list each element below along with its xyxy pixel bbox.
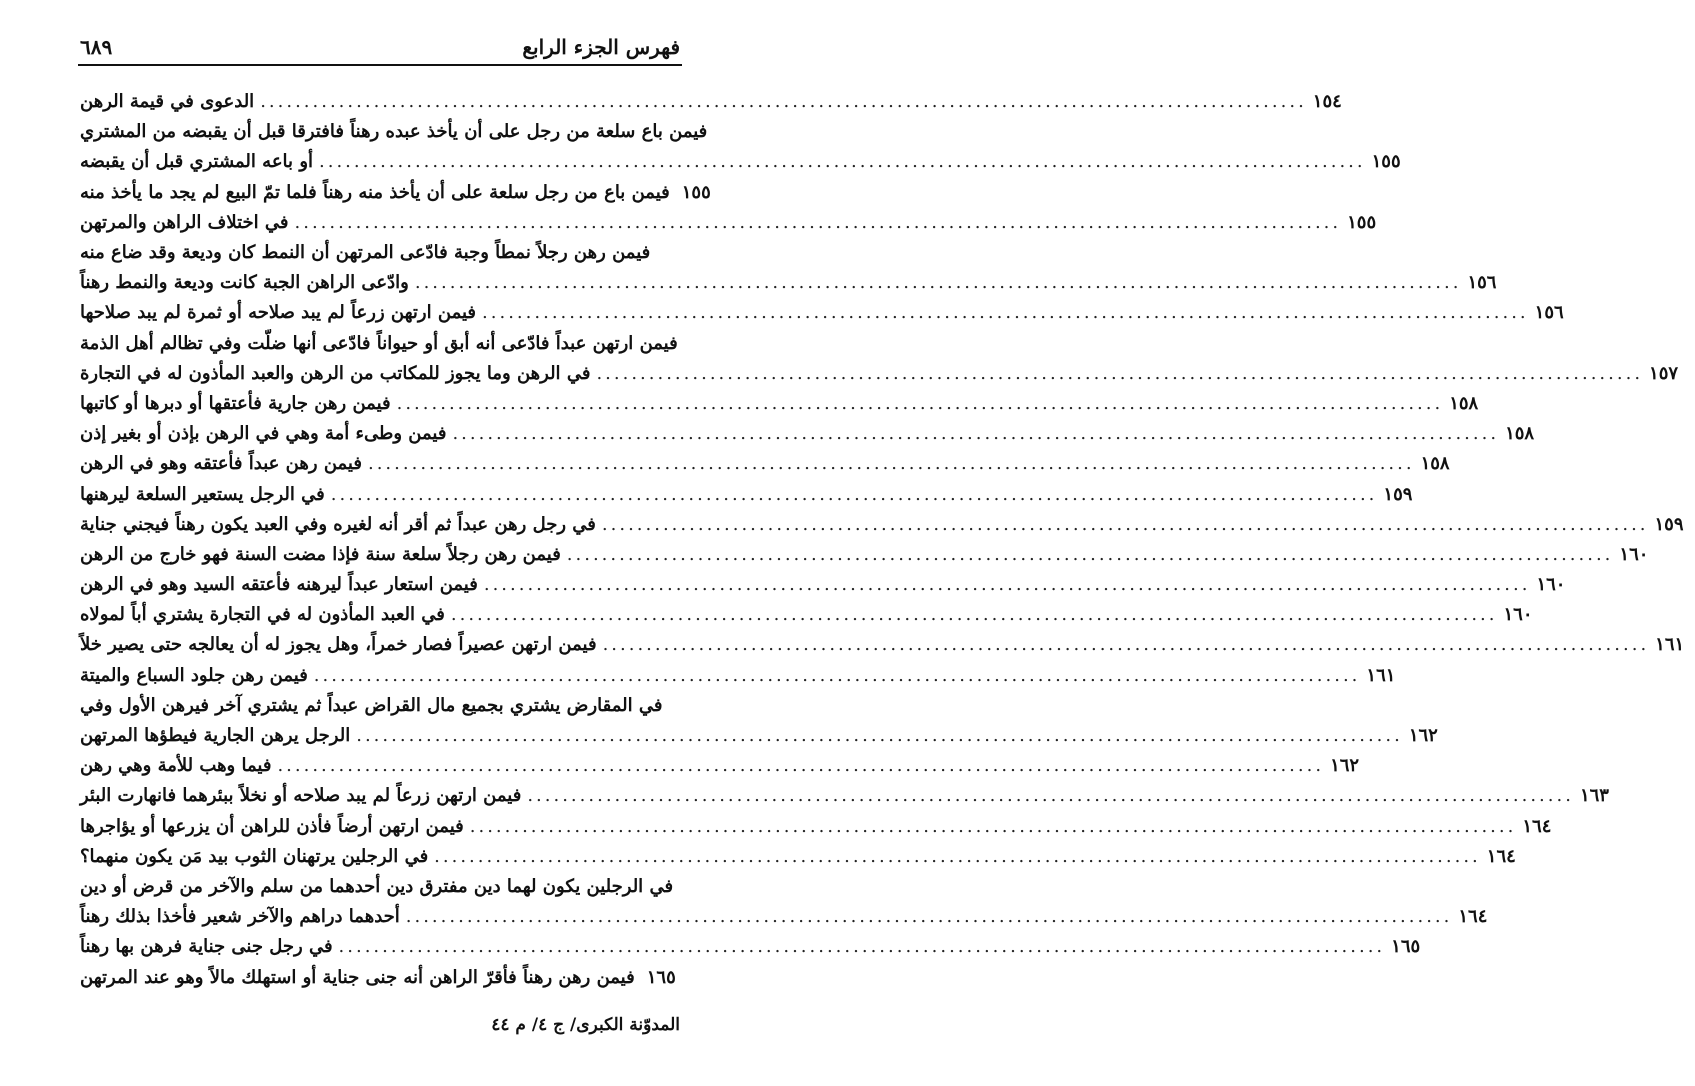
toc-entry-text: فيمن رهن رجلاً سلعة سنة فإذا مضت السنة فهو خارج من الرهن (80, 543, 561, 565)
header-rule (78, 64, 682, 66)
toc-entry-text: فيمن ارتهن عصيراً فصار خمراً، وهل يجوز له أن يعالجه حتى يصير خلاً (80, 634, 597, 656)
toc-entry-text: فيمن استعار عبداً ليرهنه فأعتقه السيد وهو في الرهن (80, 574, 478, 596)
toc-entry-text: في العبد المأذون له في التجارة يشتري أباً لمولاه (80, 604, 445, 626)
toc-leader-dots: ........................................................................................................................ (434, 845, 1481, 867)
toc-list (80, 87, 1685, 993)
toc-leader-dots: ........................................................................................................................ (367, 453, 1415, 475)
toc-entry (80, 359, 1679, 389)
toc-leader-dots: ........................................................................................................................ (602, 634, 1650, 656)
toc-entry-text: فيمن باع سلعة من رجل على أن يأخذ عبده رهناً فافترقا قبل أن يقبضه من المشتري (80, 121, 708, 143)
toc-entry (80, 721, 1438, 751)
toc-entry (80, 389, 1479, 419)
toc-entry-page: ١٦١ (1655, 634, 1685, 656)
toc-leader-dots: ........................................................................................................................ (294, 211, 1342, 233)
toc-entry-page: ١٥٥ (1371, 151, 1401, 173)
toc-entry-page: ١٥٨ (1449, 392, 1479, 414)
toc-entry (80, 932, 1421, 962)
toc-entry-text: في الرجل يستعير السلعة ليرهنها (80, 483, 325, 505)
page-header (80, 30, 680, 64)
toc-leader-dots: ........................................................................................................................ (450, 604, 1498, 626)
toc-entry-page: ١٥٥ (681, 181, 711, 203)
toc-leader-dots: ........................................................................................................................ (356, 725, 1403, 747)
toc-entry-text: في اختلاف الراهن والمرتهن (80, 211, 289, 233)
toc-entry-text: فيمن رهن رهناً فأقرّ الراهن أنه جنى جناية أو استهلك مالاً وهو عند المرتهن (80, 966, 635, 988)
toc-entry (80, 600, 1533, 630)
toc-entry (80, 87, 1342, 117)
toc-leader-dots: ........................................................................................................................ (566, 543, 1614, 565)
toc-entry (80, 238, 680, 268)
page-title: فهرس الجزء الرابع (522, 35, 680, 59)
toc-entry-page: ١٥٦ (1467, 272, 1497, 294)
toc-entry-text: فيمن وطىء أمة وهي في الرهن بإذن أو بغير إذن (80, 423, 447, 445)
toc-leader-dots: ........................................................................................................................ (596, 362, 1644, 384)
toc-entry-page: ١٦٤ (1458, 906, 1488, 928)
toc-entry-page: ١٥٥ (1347, 211, 1377, 233)
page-footer: المدوّنة الكبرى/ ج ٤/ م ٤٤ (491, 1015, 680, 1035)
toc-entry (80, 329, 680, 359)
toc-entry-page: ١٦٠ (1619, 543, 1649, 565)
toc-entry-text: فيمن ارتهن عبداً فادّعى أنه أبق أو حيواناً فادّعى أنها ضلّت وفي تظالم أهل الذمة (80, 332, 678, 354)
toc-leader-dots: ........................................................................................................................ (601, 513, 1649, 535)
toc-entry-page: ١٥٧ (1649, 362, 1679, 384)
toc-leader-dots: ........................................................................................................................ (405, 906, 1453, 928)
toc-entry-page: ١٦٠ (1536, 574, 1566, 596)
toc-entry-text: فيمن رهن جلود السباع والميتة (80, 664, 308, 686)
toc-entry (80, 479, 1413, 509)
toc-entry-text: الرجل يرهن الجارية فيطؤها المرتهن (80, 725, 351, 747)
toc-entry-page: ١٦٠ (1503, 604, 1533, 626)
toc-entry (80, 630, 1685, 660)
toc-entry-text: في المقارض يشتري بجميع مال القراض عبداً ثم يشتري آخر فيرهن الأول وفي (80, 694, 663, 716)
toc-entry (80, 540, 1649, 570)
toc-entry-page: ١٥٨ (1505, 423, 1535, 445)
toc-entry-page: ١٦٤ (1522, 815, 1552, 837)
toc-entry (80, 962, 680, 992)
toc-leader-dots: ........................................................................................................................ (319, 151, 1366, 173)
toc-entry (80, 842, 1516, 872)
toc-entry-page: ١٥٩ (1654, 513, 1684, 535)
toc-entry (80, 178, 711, 208)
toc-entry-page: ١٥٦ (1534, 302, 1564, 324)
toc-entry-text: الدعوى في قيمة الرهن (80, 91, 255, 113)
toc-entry-page: ١٦٢ (1330, 755, 1360, 777)
toc-entry-text: أحدهما دراهم والآخر شعير فأخذا بذلك رهناً (80, 906, 400, 928)
toc-entry-page: ١٦٣ (1579, 785, 1609, 807)
toc-entry-text: وادّعى الراهن الجبة كانت وديعة والنمط رهناً (80, 272, 409, 294)
toc-entry-text: فيمن ارتهن زرعاً لم يبد صلاحه أو ثمرة لم يبد صلاحها (80, 302, 477, 324)
toc-entry (80, 419, 1535, 449)
toc-entry-text: في الرهن وما يجوز للمكاتب من الرهن والعبد المأذون له في التجارة (80, 362, 591, 384)
toc-entry (80, 812, 1552, 842)
toc-leader-dots: ........................................................................................................................ (396, 392, 1444, 414)
toc-leader-dots: ........................................................................................................................ (338, 936, 1386, 958)
toc-entry-page: ١٥٤ (1312, 91, 1342, 113)
toc-entry (80, 268, 1497, 298)
toc-entry-text: فيمن رهن رجلاً نمطاً وجبة فادّعى المرتهن أن النمط كان وديعة وقد ضاع منه (80, 242, 651, 264)
toc-entry-text: أو باعه المشتري قبل أن يقبضه (80, 151, 314, 173)
toc-entry (80, 147, 1401, 177)
toc-entry-page: ١٥٨ (1420, 453, 1450, 475)
toc-entry (80, 902, 1488, 932)
toc-entry (80, 208, 1377, 238)
toc-entry (80, 872, 680, 902)
toc-entry-text: في الرجلين يرتهنان الثوب بيد مَن يكون منهما؟ (80, 845, 429, 867)
toc-entry (80, 570, 1566, 600)
toc-entry (80, 661, 1396, 691)
toc-leader-dots: ........................................................................................................................ (469, 815, 1517, 837)
toc-entry (80, 117, 708, 147)
toc-entry-page: ١٥٩ (1383, 483, 1413, 505)
toc-entry-text: فيمن رهن عبداً فأعتقه وهو في الرهن (80, 453, 362, 475)
toc-leader-dots: ........................................................................................................................ (452, 423, 1500, 445)
toc-entry-page: ١٦٤ (1486, 845, 1516, 867)
toc-entry-page: ١٦٢ (1408, 725, 1438, 747)
toc-entry-text: فيما وهب للأمة وهي رهن (80, 755, 272, 777)
toc-entry (80, 781, 1609, 811)
toc-entry-text: في رجل رهن عبداً ثم أقر أنه لغيره وفي العبد يكون رهناً فيجني جناية (80, 513, 596, 535)
toc-leader-dots: ........................................................................................................................ (527, 785, 1574, 807)
toc-leader-dots: ........................................................................................................................ (277, 755, 1325, 777)
toc-leader-dots: ........................................................................................................................ (414, 272, 1462, 294)
toc-entry (80, 298, 1564, 328)
toc-entry-text: في رجل جنى جناية فرهن بها رهناً (80, 936, 333, 958)
toc-leader-dots: ........................................................................................................................ (260, 91, 1307, 113)
toc-entry-text: فيمن ارتهن زرعاً لم يبد صلاحه أو نخلاً ببئرهما فانهارت البئر (80, 785, 522, 807)
toc-entry-page: ١٦٥ (1391, 936, 1421, 958)
toc-leader-dots: ........................................................................................................................ (483, 574, 1531, 596)
page-number: ٦٨٩ (80, 35, 113, 59)
toc-leader-dots: ........................................................................................................................ (313, 664, 1361, 686)
toc-entry (80, 510, 1684, 540)
toc-entry (80, 449, 1450, 479)
toc-entry-text: فيمن رهن جارية فأعتقها أو دبرها أو كاتبها (80, 392, 391, 414)
toc-entry-text: فيمن ارتهن أرضاً فأذن للراهن أن يزرعها أو يؤاجرها (80, 815, 464, 837)
toc-leader-dots: ........................................................................................................................ (330, 483, 1378, 505)
toc-entry (80, 691, 680, 721)
toc-leader-dots: ........................................................................................................................ (482, 302, 1529, 324)
toc-entry (80, 751, 1360, 781)
toc-entry-page: ١٦١ (1366, 664, 1396, 686)
toc-entry-page: ١٦٥ (646, 966, 676, 988)
toc-entry-text: فيمن باع من رجل سلعة على أن يأخذ منه رهناً فلما تمّ البيع لم يجد ما يأخذ منه (80, 181, 670, 203)
toc-entry-text: في الرجلين يكون لهما دين مفترق دين أحدهما من سلم والآخر من قرض أو دين (80, 875, 674, 897)
